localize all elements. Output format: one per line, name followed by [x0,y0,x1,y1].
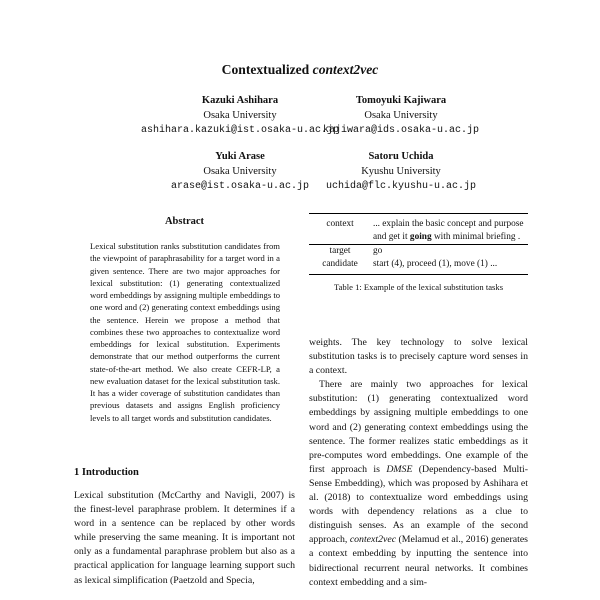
author-name: Kazuki Ashihara [201,95,279,106]
table-value: start (4), proceed (1), move (1) ... [373,259,498,269]
table-value: go [373,246,383,256]
author-name: Satoru Uchida [368,151,434,162]
author-block [281,149,521,194]
example-table [309,213,528,275]
author-email: kajiwara@ids.osaka-u.ac.jp [322,125,480,136]
example-table-block [309,213,528,292]
table-row [309,245,528,259]
author-affiliation: Osaka University [203,166,277,177]
table-key: target [329,246,351,256]
intro-text: Lexical substitution (McCarthy and Navigli, 2007) is the finest-level paraphrase problem. It determines if a word in a sentence can be replaced by other words while preserving the same meaning. It is important not only as a fundamental paraphrase problem but also as a practical application for language learning support such as lexical simplification (Paetzold and Specia, [74,490,295,586]
paragraph: weights. The key technology to solve lexical substitution tasks is to precisely capture word senses in a context. [309,337,528,377]
author-affiliation: Osaka University [364,110,438,121]
table-value: ... explain the basic concept and purpose and get it going with minimal briefing . [373,219,524,242]
author-name: Tomoyuki Kajiwara [355,95,447,106]
author-email: ashihara.kazuki@ist.osaka-u.ac.jp [140,125,340,136]
author-affiliation: Osaka University [203,110,277,121]
paper-title: Contextualized context2vec [221,62,379,77]
table-key: candidate [322,259,358,269]
table-key: context [326,219,354,229]
abstract-text: Lexical substitution ranks substitution candidates from the viewpoint of paraphrasability for a target word in a given sentence. There are two major approaches for lexical substitution: (1) generating contextualized word embeddings by assigning multiple embeddings to one word and (2) generating context embeddings using the sentence. Herein we propose a method that combines these two approaches to contextualize word embeddings for lexical substitution. Experiments demonstrate that our method outperforms the current state-of-the-art method. We also create CEFR-LP, a new evaluation dataset for the lexical substitution task. It has a wider coverage of substitution candidates than previous datasets and assigns English proficiency levels to all target words and substitution candidates. [90,241,280,423]
author-email: arase@ist.osaka-u.ac.jp [170,181,310,192]
section-heading: 1 Introduction [74,467,139,478]
intro-paragraph [74,489,295,588]
right-body-text [309,336,528,590]
table-row [309,214,528,245]
paragraph: There are mainly two approaches for lexical substitution: (1) generating contextualized word embeddings by assigning multiple embeddings to one word and (2) generating context embeddings using the sentence. The former realizes static embeddings as it pre-computes word embeddings. One example of the first approach is DMSE (Dependency-based Multi-Sense Embedding), which was proposed by Ashihara et al. (2018) to contextualize word embeddings using words with dependency relations as a clue to distinguish senses. As an example of the second approach, context2vec (Melamud et al., 2016) generates a context embedding by inputting the sentence into bidirectional recurrent neural networks. It combines context embedding and a sim- [309,379,528,588]
abstract-heading: Abstract [164,216,205,227]
author-name: Yuki Arase [215,151,265,162]
author-email: uchida@flc.kyushu-u.ac.jp [325,181,477,192]
table-caption: Table 1: Example of the lexical substitution tasks [333,282,504,292]
author-block [281,93,521,138]
author-affiliation: Kyushu University [361,166,441,177]
table-row [309,258,528,275]
